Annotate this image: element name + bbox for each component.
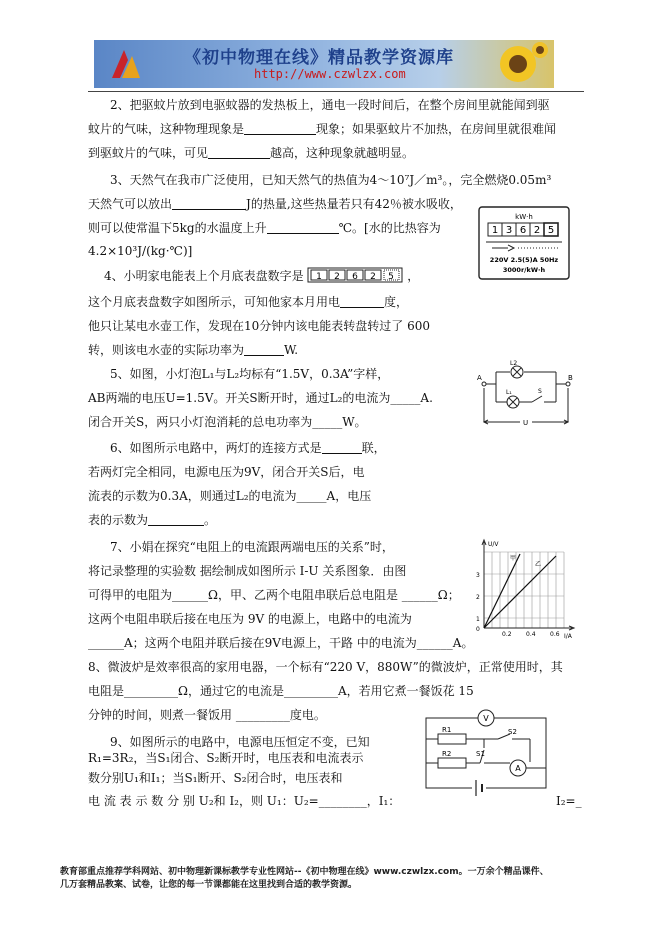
meter-unit: kW·h (515, 213, 533, 221)
footer-line2: 几万套精品教案、试卷，让您的每一节课都能在这里找到合适的教学资源。 (60, 880, 358, 890)
y-tick: 0 (476, 626, 480, 633)
q2-line3: 到驱蚊片的气味，可见 越高，这种现象就越明显。 (88, 146, 415, 160)
y-tick: 3 (476, 572, 480, 579)
r1-label: R1 (442, 726, 452, 734)
header-banner (94, 40, 554, 88)
l2-label: L2 (510, 360, 518, 367)
q9-line2: R₁=3R₂，当S₁闭合、S₂断开时，电压表和电流表示 (88, 751, 364, 765)
q4-line3: 他只让某电水壶工作，发现在10分钟内该电能表转盘转过了 600 (88, 319, 430, 333)
answer-blank[interactable] (340, 295, 384, 308)
u-label: U (523, 419, 529, 427)
q7-line3: 可得甲的电阻为______Ω，甲、乙两个电阻串联后总电阻是 ______Ω； (88, 588, 460, 602)
q4-line2: 这个月底表盘数字如图所示，可知他家本月用电 度， (88, 295, 409, 309)
q2-line2: 蚊片的气味，这种物理现象是 现象；如果驱蚊片不加热，在房间里就很难闻 (88, 122, 557, 136)
answer-blank[interactable] (208, 146, 270, 159)
answer-blank[interactable] (148, 513, 204, 526)
meter-digit: 6 (519, 225, 527, 236)
q4-line4: 转，则该电水壶的实际功率为 W. (88, 343, 299, 357)
meter-digit: 1 (491, 225, 499, 236)
q6-line4: 表的示数为 。 (88, 513, 217, 527)
q2-line1: 2、把驱蚊片放到电驱蚊器的发热板上，通电一段时间后，在整个房间里就能闻到驱 (110, 98, 550, 112)
q3-line3: 则可以使常温下5kg的水温度上升 ℃。[水的比热容为 (88, 221, 441, 235)
q7-line1: 7、小娟在探究“电阻上的电流跟两端电压的关系”时， (110, 540, 394, 554)
q9-line4-end: I₂=_ (556, 794, 582, 808)
q5-line3: 闭合开关S，两只小灯泡消耗的总电功率为_____W。 (88, 415, 367, 429)
meter-inline-digit: 2 (370, 272, 377, 282)
site-logo-icon (106, 44, 146, 84)
resistor-r1-icon (438, 734, 466, 744)
q8-line3: 分钟的时间，则煮一餐饭用 _________度电。 (88, 708, 326, 722)
terminal-b-label: B (568, 374, 573, 382)
circuit-q5-figure (474, 360, 578, 432)
sunflower-icon (488, 42, 548, 86)
q5-line2: AB两端的电压U=1.5V。开关S断开时，通过L₂的电流为_____A. (88, 391, 433, 405)
q9-line4: 电 流 表 示 数 分 别 U₂和 I₂，则 U₁：U₂=________，I₁： (88, 794, 401, 808)
q3-line1: 3、天然气在我市广泛使用，已知天然气的热值为4～10⁷J／m³。，完全燃烧0.05m³ (110, 173, 552, 187)
y-tick: 1 (476, 616, 480, 623)
circuit-q9-figure (418, 706, 554, 802)
x-tick: 0.2 (502, 631, 512, 638)
ammeter-label: A (515, 764, 521, 773)
s1-label: S1 (476, 750, 485, 758)
electric-meter-figure (478, 206, 570, 280)
label-yi: 乙 (535, 561, 542, 568)
footer-line1: 教育部重点推荐学科网站、初中物理新课标教学专业性网站--《初中物理在线》www.czwlzx.com。一万余个精品课件、 (60, 867, 549, 877)
s-label: S (538, 388, 542, 395)
q6-line3: 流表的示数为0.3A，则通过L₂的电流为_____A，电压 (88, 489, 372, 503)
q3-line2: 天然气可以放出 J的热量,这些热量若只有42％被水吸收， (88, 197, 462, 211)
meter-inline-digit: 6 (352, 272, 359, 282)
r2-label: R2 (442, 750, 452, 758)
switch-icon (532, 396, 542, 402)
answer-blank[interactable] (267, 221, 339, 234)
x-axis-label: I/A (564, 633, 572, 640)
q3-line4: 4.2×10³J/(kg·℃)] (88, 244, 193, 258)
answer-blank[interactable] (172, 197, 246, 210)
q8-line2: 电阻是_________Ω，通过它的电流是_________A，若用它煮一餐饭花 15 (88, 684, 474, 698)
q6-line2: 若两灯完全相同，电源电压为9V，闭合开关S后，电 (88, 465, 365, 479)
q8-line1: 8、微波炉是效率很高的家用电器，一个标有“220 V，880W”的微波炉，正常使用时，其 (88, 660, 563, 674)
terminal-a-label: A (477, 374, 482, 382)
voltmeter-label: V (483, 714, 489, 723)
meter-inline-digit: 2 (334, 272, 341, 282)
answer-blank[interactable] (322, 441, 362, 454)
resistor-r2-icon (438, 758, 466, 768)
y-tick: 2 (476, 594, 480, 601)
s2-label: S2 (508, 728, 517, 736)
meter-inline-digit: 5 (388, 272, 395, 282)
q7-line4: 这两个电阻串联后接在电压为 9V 的电源上，电路中的电流为 (88, 612, 412, 626)
answer-blank[interactable] (244, 122, 316, 135)
banner-title: 《初中物理在线》精品教学资源库 (184, 48, 454, 68)
line-jia (484, 554, 520, 628)
answer-blank[interactable] (244, 343, 284, 356)
x-tick: 0.6 (550, 631, 560, 638)
q6-line1: 6、如图所示电路中，两灯的连接方式是 联， (110, 441, 386, 455)
meter-spec2: 3000r/kW·h (502, 266, 546, 274)
meter-digit: 5 (547, 225, 555, 236)
x-tick: 0.4 (526, 631, 536, 638)
meter-inline-digit: 1 (316, 272, 323, 282)
banner-url[interactable]: http://www.czwlzx.com (254, 67, 406, 81)
meter-digit: 3 (505, 225, 513, 236)
l1-label: L₁ (506, 389, 512, 396)
q4-line1: 4、小明家电能表上个月底表盘数字是 1 2 6 2 5 ， (104, 269, 420, 283)
meter-inline-figure (307, 267, 403, 283)
q7-line5: ______A；这两个电阻并联后接在9V电源上，干路 中的电流为______A。 (88, 636, 474, 650)
page-footer (60, 866, 620, 892)
label-jia: 甲 (510, 555, 517, 562)
q7-line2: 将记录整理的实验数 据绘制成如图所示 I-U 关系图象．由图 (88, 564, 407, 578)
q5-line1: 5、如图，小灯泡L₁与L₂均标有“1.5V，0.3A”字样， (110, 367, 390, 381)
meter-digit: 2 (533, 225, 541, 236)
q9-line1: 9、如图所示的电路中，电源电压恒定不变，已知 (110, 735, 370, 749)
iu-graph-figure (468, 536, 580, 640)
y-axis-label: U/V (488, 541, 499, 548)
q9-line3: 数分别U₁和I₁；当S₁断开、S₂闭合时，电压表和 (88, 771, 343, 785)
header-divider (88, 91, 584, 92)
line-yi (484, 556, 556, 628)
meter-spec1: 220V 2.5(5)A 50Hz (489, 256, 559, 264)
